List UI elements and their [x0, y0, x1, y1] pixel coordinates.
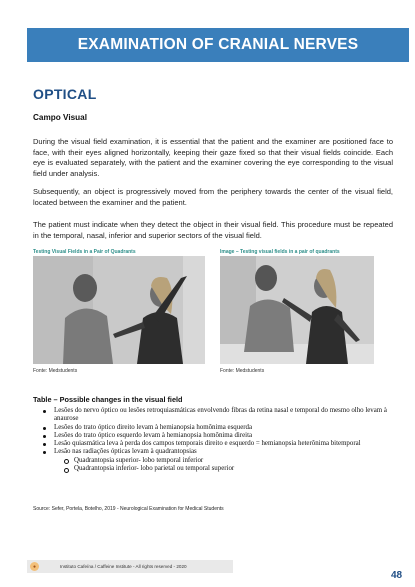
section-title: OPTICAL — [33, 86, 97, 102]
visual-field-changes-list — [40, 407, 400, 473]
list-item: Lesão nas radiações ópticas levam à quadrantopsias — [40, 448, 400, 456]
visual-field-photo-right — [220, 256, 374, 364]
institute-logo-icon: ● — [30, 562, 39, 571]
table-title: Table – Possible changes in the visual field — [33, 395, 183, 404]
source-note: Source: Sefer, Portela, Botelho, 2019 - Neurological Examination for Medical Students — [33, 506, 224, 512]
list-item: Lesão quiasmática leva à perda dos campos temporais direito e esquerdo = hemianopsia heterônima bitemporal — [40, 440, 400, 448]
footer-bar — [27, 560, 233, 573]
figure-caption-right: Image – Testing visual fields in a pair of quadrants — [220, 249, 340, 255]
figure-caption-left: Testing Visual Fields in a Pair of Quadrants — [33, 249, 136, 255]
figure-source-right: Fonte: Medstudents — [220, 368, 265, 374]
list-item: Lesões do trato óptico esquerdo levam à hemianopsia homônima direita — [40, 432, 400, 440]
list-item: Lesões do trato óptico direito levam à hemianopsia homônima esquerda — [40, 424, 400, 432]
sub-list-item: Quadrantopsia inferior- lobo parietal ou temporal superior — [40, 465, 400, 473]
footer-text: Instituto Cafeína / Caffeine Institute - All rights reserved - 2020 — [60, 564, 187, 569]
paragraph-3: The patient must indicate when they detect the object in their visual field. This procedure must be repeated in the temporal, nasal, inferior and superior sectors of the visual field. — [33, 220, 393, 240]
paragraph-1: During the visual field examination, it is essential that the patient and the examiner are positioned face to face, with their eyes aligned horizontally, keeping their gaze fixed so that their visual fields coincide. Each eye is evaluated separately, with the patient and the examiner covering the eye corresponding to the visual field under analysis. — [33, 137, 393, 178]
banner-title: EXAMINATION OF CRANIAL NERVES — [77, 36, 359, 53]
visual-field-photo-left — [33, 256, 205, 364]
section-subtitle: Campo Visual — [33, 113, 87, 122]
header-banner — [27, 28, 409, 62]
figure-source-left: Fonte: Medstudents — [33, 368, 78, 374]
sub-list-item: Quadrantopsia superior- lobo temporal inferior — [40, 457, 400, 465]
list-item: Lesões do nervo óptico ou lesões retroquiasmáticas envolvendo fibras da retina nasal e temporal do mesmo olho levam à anaurose — [40, 407, 400, 424]
paragraph-2: Subsequently, an object is progressively moved from the periphery towards the center of the visual field, located between the examiner and the patient. — [33, 187, 393, 207]
page-number: 48 — [391, 570, 403, 581]
